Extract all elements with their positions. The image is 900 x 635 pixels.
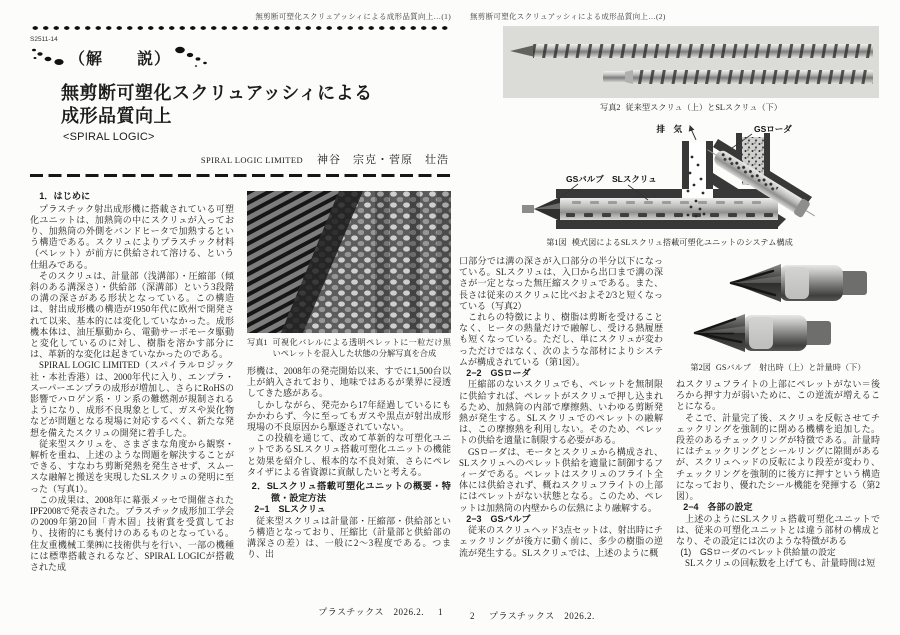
paragraph: この成果は、2008年に幕張メッセで開催されたIPF2008で発表された。プラスチック成形加工学会の2009年第20回「青木固」技術賞を受賞しており、技術的にも裏付けのあるものとなっている。住友重機械工業㈱に技術供与を行い、一部の機種には標準搭載されるなど、SPIRAL LOGICが搭載された成 <box>30 494 234 573</box>
paragraph: ねスクリュフライトの上部にペレットがない＝後ろから押す力が弱いために、この逆流が増えることになる。 <box>676 379 880 412</box>
paragraph: 従来型スクリュを、さまざまな角度から観察・解析を重ね、上述のような問題を解決することができる、すなわち剪断発熱を発生させず、スムースな融解と搬送を実現したSLスクリュの発明に至った（写真1）。 <box>30 438 234 494</box>
paragraph: 圧縮部のないスクリュでも、ペレットを無制限に供給すれば、ペレットがスクリュで押し込まれるため、加熱筒の内部で摩擦熱、いわゆる剪断発熱が発生する。SLスクリュでのペレットの融解は、この摩擦熱を利用しない。そのため、ペレットの供給を適量に制限する必要がある。 <box>459 379 663 446</box>
fig2-caption-text: GSバルブ 射出時（上）と計量時（下） <box>715 363 866 372</box>
subsection-heading-2-1: 2−1 SLスクリュ <box>254 504 326 515</box>
page-number: 1 <box>438 607 443 617</box>
page-2 <box>459 0 880 635</box>
page2-column-2 <box>676 256 880 570</box>
sl-screw <box>603 70 873 84</box>
page1-footer <box>318 605 443 618</box>
paragraph: これらの特徴により、樹脂は剪断を受けることなく、ヒータの熱量だけで融解し、受ける熱履歴も短くなっている。ただし、単にスクリュが変わっただけではなく、次のような部材によりシステムが構成されている（第1図）。 <box>459 312 663 367</box>
photo1-pellet-visualization-image <box>247 191 451 333</box>
fig1-figure <box>520 121 820 248</box>
page-1 <box>30 0 451 635</box>
page1-columns <box>30 191 451 573</box>
journal-name-date: プラスチックス 2026.2. <box>318 607 424 617</box>
paragraph: 従来型スクリュは計量部・圧縮部・供給部という構造となっており、圧縮比（計量部と供給部の溝深さの差）は、一般に2～3程度である。つまり、出 <box>247 515 451 560</box>
subsection-heading-2-3: 2−3 GSバルブ <box>466 513 531 524</box>
paragraph: 口部分では溝の深さが入口部分の半分以下になっている。SLスクリュは、入口から出口まで溝の深さが一定となった無圧縮スクリュである。また、長さは従来のスクリュに比べおよそ2/3と短くなっている（写真2） <box>459 256 663 311</box>
photo-background <box>503 26 879 98</box>
sl-screw-in-barrel <box>522 197 778 221</box>
paragraph: GSローダは、モータとスクリュから構成され、SLスクリュへのペレット供給を適量に制御するフィーダである。ペレットはスクリュのフライト全体には供給されず、概ねスクリュフライトの上部にはペレットがない状態となる。このため、ペレットは加熱筒の内壁からの伝熱により融解する。 <box>459 446 663 513</box>
photo2-caption-label: 写真2 <box>600 103 621 112</box>
article-title <box>61 82 451 128</box>
dashed-rule <box>30 174 451 177</box>
section-heading-1: 1．はじめに <box>39 191 91 201</box>
running-head-p2: 無剪断可塑化スクリュアッシィによる成形品質向上…(2) <box>470 12 666 21</box>
article-subtitle: <SPIRAL LOGIC> <box>63 131 155 143</box>
fig2-caption <box>683 362 873 373</box>
fig2-figure <box>683 260 873 373</box>
paragraph: 形機は、2008年の発売開始以来、すでに1,500台以上が納入されており、地味ではあるが業界に浸透してきた感がある。 <box>247 366 451 399</box>
fig1-label-loader: GSローダ <box>753 124 792 134</box>
photo1-caption-text: 可視化バレルによる透明ペレットに一粒だけ黒いペレットを混入した状態の分解写真を合成 <box>272 338 451 358</box>
photo1-caption <box>247 337 451 359</box>
paragraph: しかしながら、発売から17年経過しているにもかかわらず、今に至ってもガスや黒点が射出成形現場の不良原因から駆逐されていない。 <box>247 399 451 433</box>
paragraph: この投稿を通じて、改めて革新的な可塑化ユニットであるSLスクリュ搭載可塑化ユニットの機能と効果を紹介し、根本的な不良対策、さらにペレタイザによる省資源に貢献したいと考える。 <box>247 433 451 477</box>
journal-name-date: プラスチックス 2026.2. <box>489 611 595 621</box>
conventional-screw <box>510 44 873 58</box>
ornament-dots-right-icon <box>174 44 214 70</box>
fig1-label-screw: SLスクリュ <box>611 174 657 184</box>
photo2-figure <box>503 26 879 113</box>
fig1-label-exhaust: 排 気 <box>655 124 682 134</box>
page2-column-1 <box>459 256 663 570</box>
paragraph: プラスチック射出成形機に搭載されている可塑化ユニットは、加熱筒の中にスクリュが入っており、加熱筒の外側をバンドヒータで加熱するという構造である。スクリュによりプラスチック材料（ペレット）が前方に供給されて溶ける、という仕組みである。 <box>30 203 234 270</box>
page2-columns <box>459 256 880 570</box>
fig1-caption-label: 第1図 <box>546 238 567 247</box>
doc-code: S2511-14 <box>30 36 58 43</box>
paragraph: 従来のスクリュヘッド3点セットは、射出時にチェックリングが後方に動く前に、多少の樹脂の逆流が発生する。SLスクリュでは、上述のように概 <box>459 525 663 558</box>
title-line-2: 成形品質向上 <box>61 106 172 126</box>
page1-column-2 <box>247 191 451 573</box>
subsection-heading-2-2: 2−2 GSローダ <box>466 368 531 379</box>
paragraph: そのスクリュは、計量部（浅溝部）・圧縮部（傾斜のある溝深さ）・供給部（深溝部）という3段階の溝の深さがある形状となっている。この構造は、射出成形機の構造が1950年代に欧州で開発されて以来、基本的には変化していなかった。成形機本体は、油圧駆動から、電動サーボモータ駆動と変化しているのに対し、樹脂を溶かす部分には、革新的な変化は起きていなかったのである。 <box>30 270 234 360</box>
fig1-label-valve: GSバルブ <box>565 174 604 184</box>
subsection-heading-2-4: 2−4 各部の設定 <box>683 502 753 513</box>
fig2-caption-label: 第2図 <box>690 363 711 372</box>
paragraph: そこで、計量完了後、スクリュを反転させてチェックリングを強制的に閉める機構を追加した。段差のあるチェックリングが特徴である。計量時にはチェックリングとシールリングに隙間があるが、スクリュヘッドの反転により段差が変わり、チェックリングを強制的に後方に押すという構造になっており、優れたシール機能を発揮する（第2図）。 <box>676 412 880 502</box>
photo2-screws-image <box>503 26 879 98</box>
photo1-caption-label: 写真1 <box>247 338 268 347</box>
page1-column-1 <box>30 191 234 573</box>
fig1-system-diagram <box>520 121 820 233</box>
item-heading-1: (1) GSローダのペレット供給量の設定 <box>680 547 836 558</box>
running-head-p1: 無剪断可塑化スクリュアッシィによる成形品質向上…(1) <box>255 12 451 21</box>
affiliation: SPIRAL LOGIC LIMITED <box>200 155 303 165</box>
fig1-caption <box>520 237 820 248</box>
page2-footer <box>470 609 595 622</box>
ornament-dotted-line <box>30 25 451 31</box>
paragraph: SPIRAL LOGIC LIMITED（スパイラルロジック社・本社香港）は、2000年代に入り、エンプラ・スーパーエンプラの成形が増加し、さらにRoHSの影響でハロゲン系・リン系の難燃剤が規制されるようになり、成形不良現象として、ガスや炭化物などが問題となる現場に対応するべく、新たな発想を備えたスクリュの開発に着手した。 <box>30 360 234 438</box>
paragraph: SLスクリュの回転数を上げても、計量時間は短 <box>685 558 876 569</box>
page-number: 2 <box>470 611 475 621</box>
article-type-badge <box>30 44 451 70</box>
section-heading-2: 2．SLスクリュ搭載可塑化ユニットの概要・特徴・設定方法 <box>251 481 451 503</box>
photo2-caption-text: 従来型スクリュ（上）とSLスクリュ（下） <box>625 103 782 112</box>
exhaust-arrow <box>690 126 696 140</box>
ornament-dots-left-icon <box>30 45 66 69</box>
author-names: 神谷 宗克・菅原 壮浩 <box>317 154 449 166</box>
photo1-figure <box>247 191 451 359</box>
fig2-gs-valve-image <box>683 260 873 358</box>
article-type-label: （解 説） <box>69 50 172 68</box>
photo2-caption <box>503 102 879 113</box>
gs-valve-injection <box>731 264 867 302</box>
gs-valve-metering <box>695 314 831 352</box>
paragraph: 上述のようにSLスクリュ搭載可塑化ユニットでは、従来の可塑化ユニットとは違う部材の構成となり、その設定には次のような特徴がある <box>676 513 880 547</box>
author-line <box>30 150 451 168</box>
fig1-caption-text: 模式図によるSLスクリュ搭載可塑化ユニットのシステム構成 <box>571 238 793 247</box>
title-line-1: 無剪断可塑化スクリュアッシィによる <box>61 83 373 103</box>
